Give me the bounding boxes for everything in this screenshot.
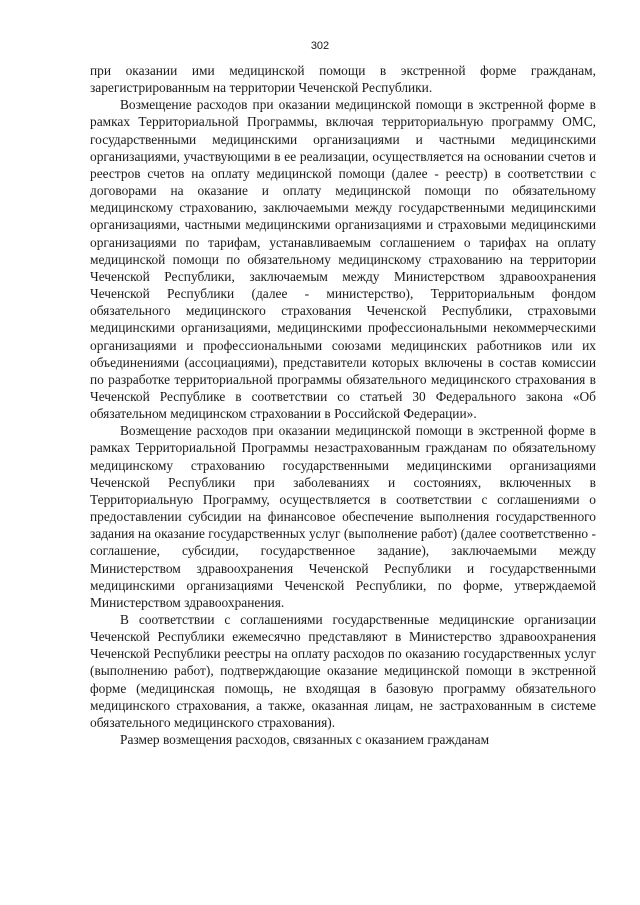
paragraph-reimbursement-size: Размер возмещения расходов, связанных с оказанием гражданам — [120, 732, 490, 748]
page-number: 302 — [310, 40, 330, 52]
paragraph-emergency-care-oms: Возмещение расходов при оказании медицинской помощи в экстренной форме в рамках Территориальной Программы, включая территориальную программу ОМС, государственными медицинскими организациями и частными медицинскими организациями, участвующими в ее реализации, осуществляется на основании счетов и реестров счетов на оплату медицинской помощи (далее - реестр) в соответствии с договорами на оказание и оплату медицинской помощи по обязательному медицинскому страхованию, заключаемыми между государственными медицинскими организациями, частными медицинскими организациями и страховыми медицинскими организациями по тарифам, устанавливаемым соглашением о тарифах на оплату медицинской помощи по обязательному медицинскому страхованию на территории Чеченской Республики, заключаемым между Министерством здравоохранения Чеченской Республики (далее - министерство), Территориальным фондом обязательного медицинского страхования Чеченской Республики, страховыми медицинскими организациями, медицинскими профессиональными некоммерческими организациями и профессиональными союзами медицинских работников или их объединениями (ассоциациями), представители которых включены в состав комиссии по разработке территориальной программы обязательного медицинского страхования в Чеченской Республике в соответствии со статьей 30 Федерального закона «Об обязательном медицинском страховании в Российской Федерации». — [90, 97, 596, 422]
paragraph-registries-submission: В соответствии с соглашениями государственные медицинские организации Чеченской Республики ежемесячно представляют в Министерство здравоохранения Чеченской Республики реестры на оплату расходов по оказанию государственных услуг (выполнению работ), подтверждающие оказание медицинской помощи в экстренной форме (медицинская помощь, не входящая в базовую программу обязательного медицинского страхования, а также, оказанная лицам, не застрахованным в системе обязательного медицинского страхования). — [90, 612, 596, 730]
body-text — [90, 62, 596, 748]
paragraph-continuation: при оказании ими медицинской помощи в экстренной форме гражданам, зарегистрированным на территории Чеченской Республики. — [90, 63, 596, 96]
paragraph-uninsured-citizens: Возмещение расходов при оказании медицинской помощи в экстренной форме в рамках Территориальной Программы незастрахованным гражданам по обязательному медицинскому страхованию государственными медицинскими организациями Чеченской Республики при заболеваниях и состояниях, включенных в Территориальную Программу, осуществляется в соответствии с соглашениями о предоставлении субсидии на финансовое обеспечение выполнения государственного задания на оказание государственных услуг (выполнение работ) (далее соответственно - соглашение, субсидии, государственное задание), заключаемыми между Министерством здравоохранения Чеченской Республики и государственными медицинскими организациями Чеченской Республики, по форме, утверждаемой Министерством здравоохранения. — [90, 423, 596, 610]
